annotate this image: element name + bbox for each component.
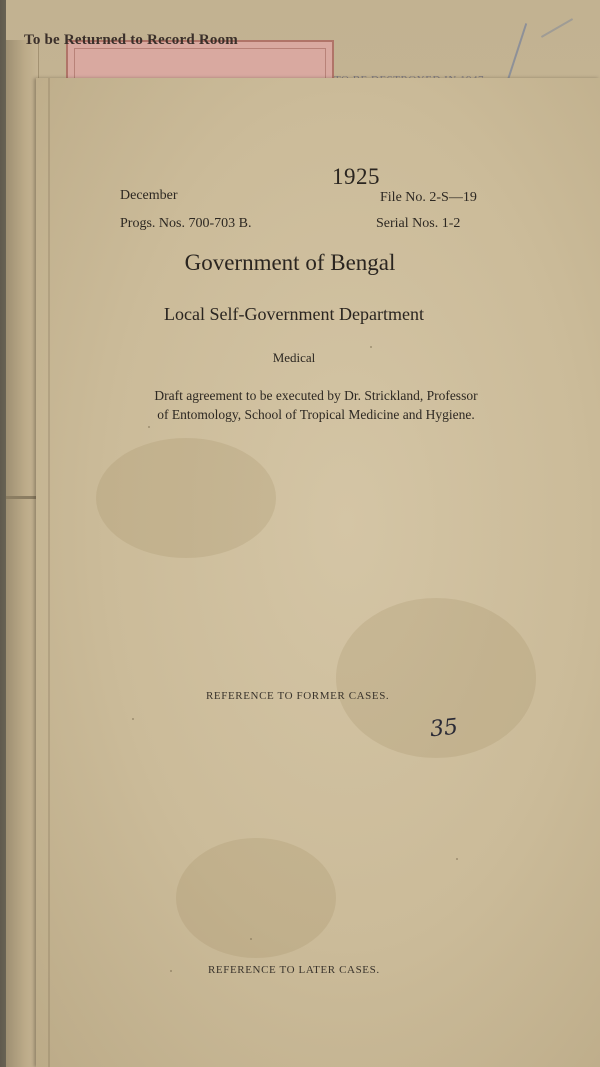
paper-speck <box>370 346 372 348</box>
paper-stain <box>176 838 336 958</box>
paper-speck <box>132 718 134 720</box>
paper-speck <box>148 426 150 428</box>
binding-tear <box>6 496 40 499</box>
paper-speck <box>456 858 458 860</box>
record-room-text: To be Returned to Record Room <box>24 32 238 48</box>
subject-line-1: Draft agreement to be executed by Dr. Strickland, Professor <box>154 388 478 403</box>
sheet-fold <box>48 78 50 1067</box>
binding-strip <box>6 40 39 1067</box>
subject-description <box>106 386 526 424</box>
file-number: File No. 2-S—19 <box>380 190 477 205</box>
subject-line-2: of Entomology, School of Tropical Medicine and Hygiene. <box>157 407 475 422</box>
file-year: 1925 <box>332 164 380 189</box>
file-cover-sheet <box>36 78 600 1067</box>
handwritten-number: 35 <box>428 714 460 743</box>
paper-stain <box>96 438 276 558</box>
file-month: December <box>120 188 178 203</box>
government-title: Government of Bengal <box>184 250 396 275</box>
paper-speck <box>170 970 172 972</box>
paper-speck <box>250 938 252 940</box>
department-name: Local Self-Government Department <box>164 304 424 324</box>
branch-name: Medical <box>272 350 316 365</box>
serial-numbers: Serial Nos. 1-2 <box>376 216 461 231</box>
later-cases-reference: REFERENCE TO LATER CASES. <box>208 964 380 976</box>
proceedings-numbers: Progs. Nos. 700-703 B. <box>120 216 252 231</box>
former-cases-reference: REFERENCE TO FORMER CASES. <box>206 690 390 702</box>
